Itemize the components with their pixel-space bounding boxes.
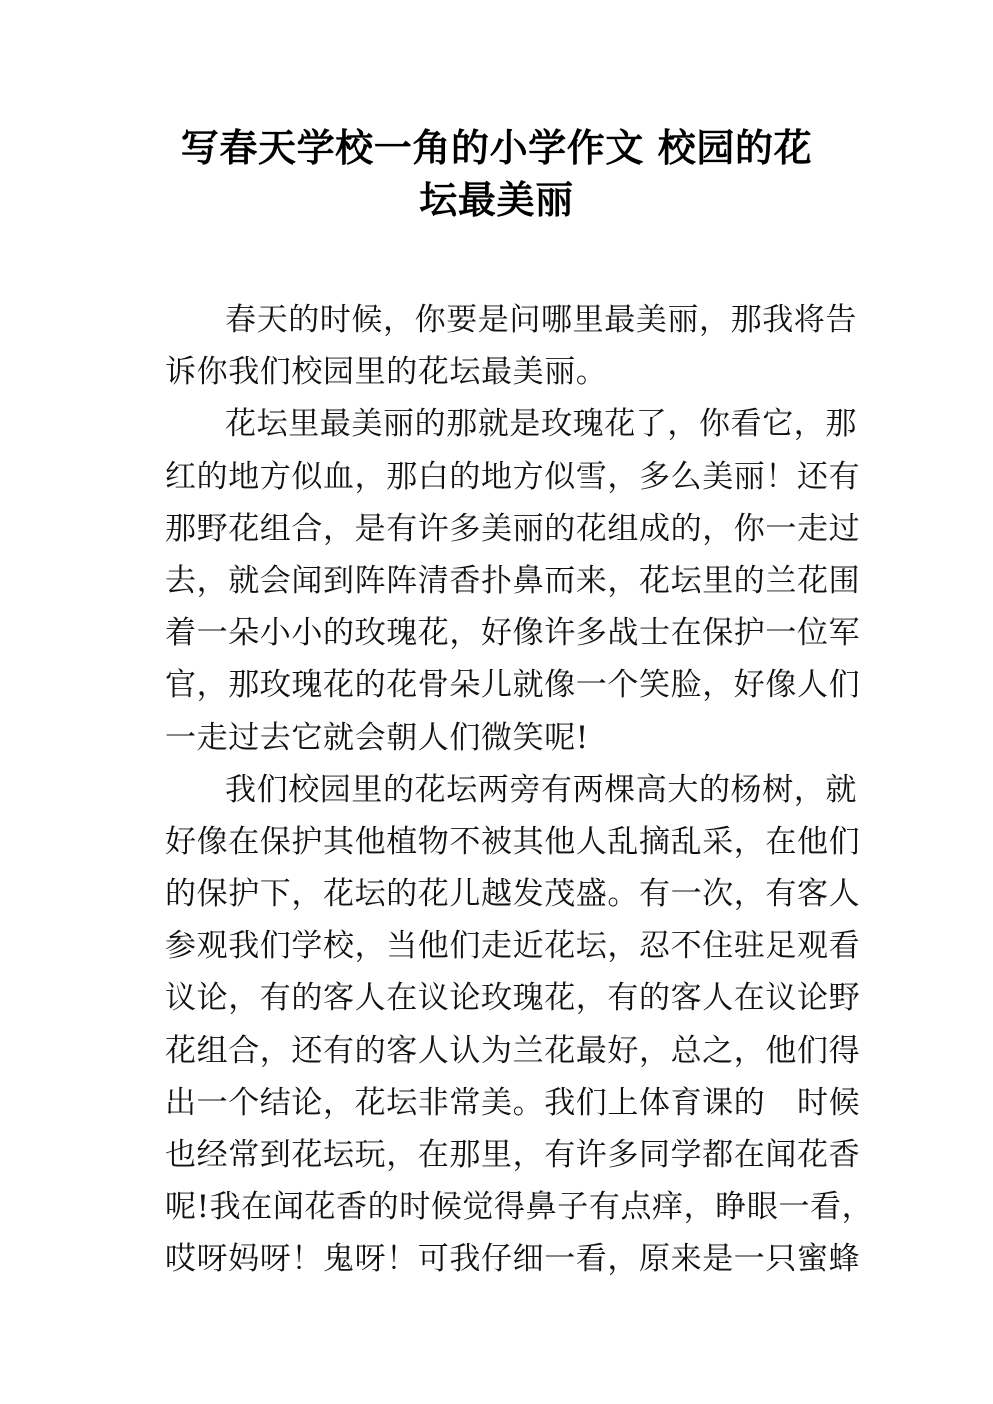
paragraph-3-line-7: 出一个结论，花坛非常美。我们上体育课的 时候 — [165, 1084, 861, 1121]
paragraph-3-line-5: 议论，有的客人在议论玫瑰花，有的客人在议论野 — [165, 980, 861, 1017]
paragraph-3-line-8: 也经常到花坛玩，在那里，有许多同学都在闻花香 — [165, 1137, 861, 1173]
paragraph-3-line-10: 哎呀妈呀！鬼呀！可我仔细一看，原来是一只蜜蜂 — [165, 1241, 861, 1278]
paragraph-3-line-2: 好像在保护其他植物不被其他人乱摘乱采，在他们 — [165, 823, 861, 860]
paragraph-2-line-6: 官，那玫瑰花的花骨朵儿就像一个笑脸，好像人们 — [165, 667, 861, 704]
paragraph-2-line-7: 一走过去它就会朝人们微笑呢! — [165, 719, 589, 756]
paragraph-2-line-3: 那野花组合，是有许多美丽的花组成的，你一走过 — [165, 510, 861, 547]
paragraph-3-line-1: 我们校园里的花坛两旁有两棵高大的杨树，就 — [225, 771, 857, 808]
paragraph-3-line-6: 花组合，还有的客人认为兰花最好，总之，他们得 — [165, 1032, 861, 1069]
paragraph-2-line-5: 着一朵小小的玫瑰花，好像许多战士在保护一位军 — [165, 615, 861, 652]
paragraph-1-line-2: 诉你我们校园里的花坛最美丽。 — [165, 354, 608, 391]
title-line-2: 坛最美丽 — [419, 178, 574, 223]
paragraph-1-line-1: 春天的时候，你要是问哪里最美丽，那我将告 — [225, 302, 857, 338]
paragraph-3-line-4: 参观我们学校，当他们走近花坛，忍不住驻足观看 — [165, 928, 861, 965]
document-title — [150, 122, 843, 226]
paragraph-2-line-2: 红的地方似血，那白的地方似雪，多么美丽！还有 — [165, 458, 861, 495]
paragraph-3-line-3: 的保护下，花坛的花儿越发茂盛。有一次，有客人 — [165, 876, 861, 913]
paragraph-3-line-9: 呢!我在闻花香的时候觉得鼻子有点痒，睁眼一看， — [165, 1189, 874, 1226]
title-line-1: 写春天学校一角的小学作文 校园的花 — [180, 126, 813, 170]
paragraph-2-line-1: 花坛里最美丽的那就是玫瑰花了，你看它，那 — [225, 406, 857, 443]
paragraph-2-line-4: 去，就会闻到阵阵清香扑鼻而来，花坛里的兰花围 — [165, 562, 861, 599]
document-body — [165, 294, 874, 1286]
